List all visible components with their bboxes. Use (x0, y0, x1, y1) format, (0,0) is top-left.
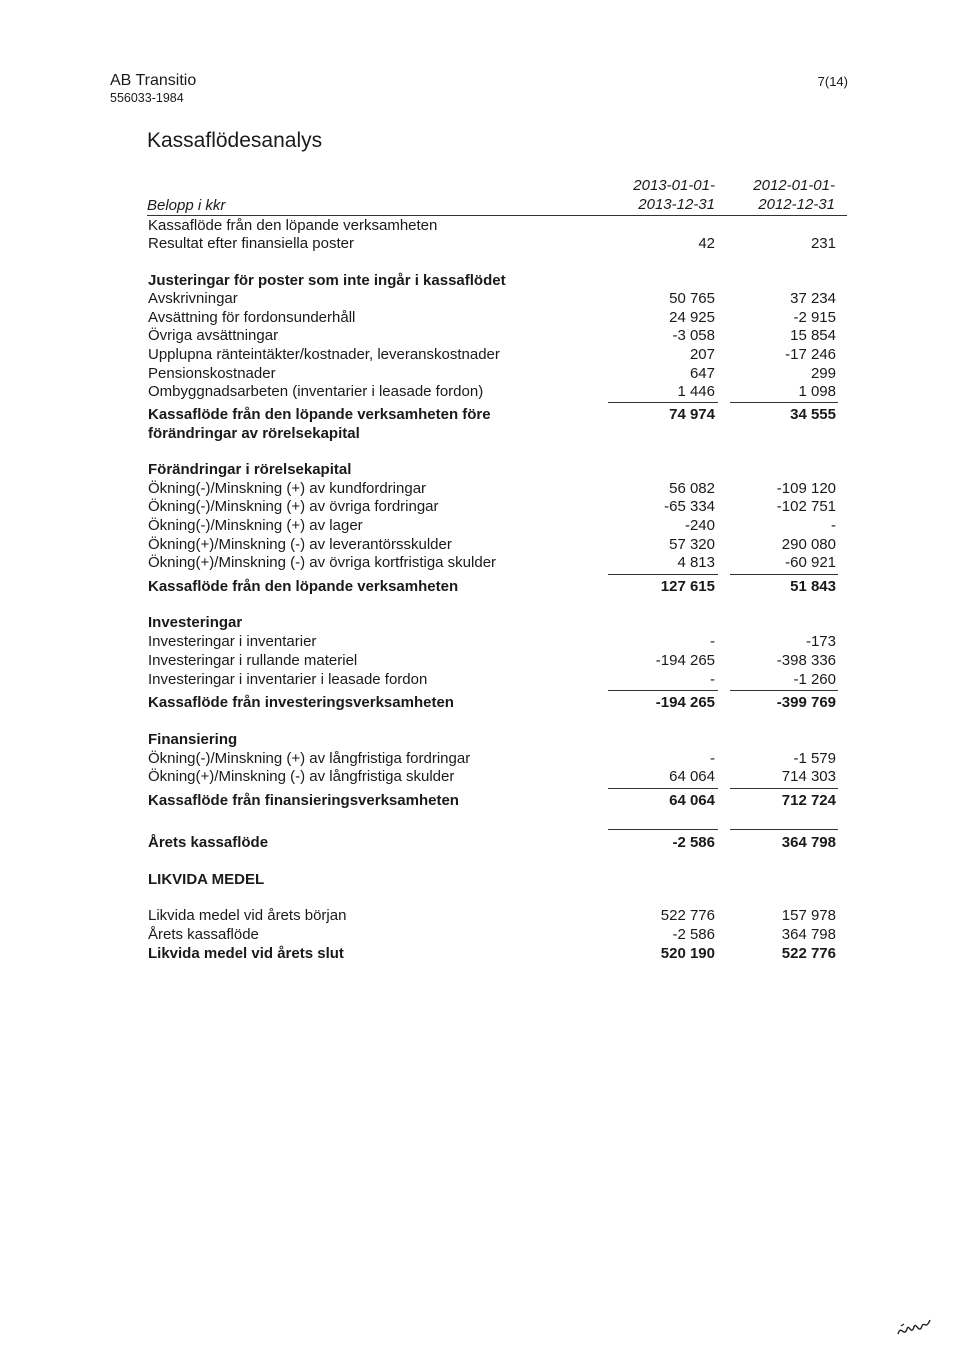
value-2013: -65 334 (664, 498, 715, 515)
row-label: Investeringar i rullande materiel (148, 652, 358, 669)
section-heading (0, 731, 960, 749)
col1-header-end: 2013-12-31 (638, 196, 715, 213)
subtotal-rule (730, 690, 838, 691)
value-2013: 64 064 (669, 792, 715, 809)
value-2012: -17 246 (785, 346, 836, 363)
row-label: Ökning(-)/Minskning (+) av långfristiga fordringar (148, 750, 471, 767)
row-label: LIKVIDA MEDEL (148, 871, 265, 888)
value-2012: -60 921 (785, 554, 836, 571)
col1-header-start: 2013-01-01- (633, 177, 715, 194)
table-row (0, 217, 960, 235)
table-row (0, 480, 960, 498)
table-row (0, 907, 960, 925)
subtotal-row (0, 578, 960, 596)
subtotal-row (0, 694, 960, 712)
total-row (0, 945, 960, 963)
value-2012: 34 555 (790, 406, 836, 423)
total-row (0, 834, 960, 852)
document-title: Kassaflödesanalys (147, 129, 323, 152)
row-label: Årets kassaflöde (148, 926, 259, 943)
row-label: Kassaflöde från den löpande verksamheten före (148, 406, 491, 423)
value-2012: -398 336 (776, 652, 836, 669)
value-2012: 1 098 (798, 383, 836, 400)
value-2012: 364 798 (781, 926, 836, 943)
table-row (0, 536, 960, 554)
value-2013: -2 586 (672, 926, 715, 943)
table-row (0, 235, 960, 253)
value-2012: -173 (805, 633, 836, 650)
value-2013: 57 320 (669, 536, 715, 553)
table-row (0, 383, 960, 401)
value-2012: 712 724 (781, 792, 836, 809)
unit-label: Belopp i kkr (147, 197, 226, 214)
row-label: Förändringar i rörelsekapital (148, 461, 352, 478)
row-label: Investeringar i inventarier i leasade fordon (148, 671, 428, 688)
value-2012: 157 978 (781, 907, 836, 924)
value-2012: -1 579 (793, 750, 836, 767)
row-label: Kassaflöde från finansieringsverksamheten (148, 792, 459, 809)
section-heading (0, 272, 960, 290)
subtotal-rule (608, 788, 718, 789)
section-heading (0, 461, 960, 479)
table-row (0, 517, 960, 535)
value-2013: 50 765 (669, 290, 715, 307)
col2-header-end: 2012-12-31 (758, 196, 835, 213)
table-row (0, 290, 960, 308)
value-2013: 42 (698, 235, 715, 252)
subtotal-row (0, 792, 960, 810)
value-2012: 290 080 (781, 536, 836, 553)
value-2013: -2 586 (672, 834, 715, 851)
row-label: Kassaflöde från investeringsverksamheten (148, 694, 454, 711)
table-row (0, 633, 960, 651)
total-rule (730, 829, 838, 830)
row-label: Likvida medel vid årets början (148, 907, 347, 924)
value-2012: 364 798 (781, 834, 836, 851)
table-row (0, 309, 960, 327)
org-number: 556033-1984 (110, 91, 184, 105)
subtotal-row (0, 406, 960, 424)
row-label: Ökning(-)/Minskning (+) av kundfordringar (148, 480, 427, 497)
value-2013: -194 265 (655, 652, 715, 669)
value-2013: 4 813 (677, 554, 715, 571)
row-label: Avsättning för fordonsunderhåll (148, 309, 356, 326)
table-row (0, 652, 960, 670)
value-2012: 231 (810, 235, 836, 252)
value-2012: 522 776 (781, 945, 836, 962)
subtotal-rule (608, 574, 718, 575)
table-row (0, 554, 960, 572)
value-2013: - (710, 750, 715, 767)
row-label: Investeringar (148, 614, 243, 631)
row-label: Kassaflöde från den löpande verksamheten (148, 578, 459, 595)
subtotal-rule (608, 690, 718, 691)
subtotal-rule (730, 574, 838, 575)
row-label: Kassaflöde från den löpande verksamheten (148, 217, 438, 234)
total-rule (608, 829, 718, 830)
subtotal-rule (730, 788, 838, 789)
value-2012: 299 (810, 365, 836, 382)
value-2013: 520 190 (660, 945, 715, 962)
row-label: Ökning(-)/Minskning (+) av övriga fordringar (148, 498, 439, 515)
row-label: Finansiering (148, 731, 238, 748)
value-2012: 51 843 (790, 578, 836, 595)
value-2013: -194 265 (655, 694, 715, 711)
row-label: Pensionskostnader (148, 365, 276, 382)
value-2012: - (831, 517, 836, 534)
page-number: 7(14) (817, 74, 848, 89)
table-row (0, 926, 960, 944)
value-2012: 37 234 (790, 290, 836, 307)
section-heading (0, 614, 960, 632)
value-2013: 127 615 (660, 578, 715, 595)
row-label: Investeringar i inventarier (148, 633, 317, 650)
value-2013: 522 776 (660, 907, 715, 924)
row-label: Avskrivningar (148, 290, 238, 307)
value-2012: -2 915 (793, 309, 836, 326)
row-label: Ökning(+)/Minskning (-) av övriga kortfristiga skulder (148, 554, 497, 571)
row-label: Ökning(+)/Minskning (-) av långfristiga skulder (148, 768, 455, 785)
subtotal-rule (730, 402, 838, 403)
table-row (0, 327, 960, 345)
initials-signature (895, 1312, 935, 1342)
row-label: Upplupna ränteintäkter/kostnader, leveranskostnader (148, 346, 500, 363)
value-2013: - (710, 671, 715, 688)
value-2012: 714 303 (781, 768, 836, 785)
value-2013: 207 (689, 346, 715, 363)
row-label: förändringar av rörelsekapital (148, 425, 360, 442)
table-row (0, 346, 960, 364)
value-2013: - (710, 633, 715, 650)
subtotal-rule (608, 402, 718, 403)
value-2012: -102 751 (776, 498, 836, 515)
value-2013: 64 064 (669, 768, 715, 785)
value-2013: 647 (689, 365, 715, 382)
col2-header-start: 2012-01-01- (753, 177, 835, 194)
value-2013: 74 974 (669, 406, 715, 423)
value-2012: -109 120 (776, 480, 836, 497)
company-name: AB Transitio (110, 72, 197, 89)
table-row (0, 498, 960, 516)
value-2013: 1 446 (677, 383, 715, 400)
row-label: Ombyggnadsarbeten (inventarier i leasade fordon) (148, 383, 484, 400)
row-label: Ökning(+)/Minskning (-) av leverantörsskulder (148, 536, 452, 553)
row-label: Övriga avsättningar (148, 327, 279, 344)
row-label: Årets kassaflöde (148, 834, 269, 851)
value-2013: 24 925 (669, 309, 715, 326)
value-2012: -1 260 (793, 671, 836, 688)
row-label: Ökning(-)/Minskning (+) av lager (148, 517, 363, 534)
section-heading (0, 871, 960, 889)
value-2013: -3 058 (672, 327, 715, 344)
row-label: Resultat efter finansiella poster (148, 235, 354, 252)
subtotal-row-continued (0, 425, 960, 443)
value-2013: 56 082 (669, 480, 715, 497)
value-2012: -399 769 (776, 694, 836, 711)
row-label: Justeringar för poster som inte ingår i kassaflödet (148, 272, 506, 289)
value-2013: -240 (684, 517, 715, 534)
table-row (0, 750, 960, 768)
value-2012: 15 854 (790, 327, 836, 344)
header-rule (147, 215, 847, 216)
table-row (0, 768, 960, 786)
table-row (0, 671, 960, 689)
table-row (0, 365, 960, 383)
row-label: Likvida medel vid årets slut (148, 945, 344, 962)
